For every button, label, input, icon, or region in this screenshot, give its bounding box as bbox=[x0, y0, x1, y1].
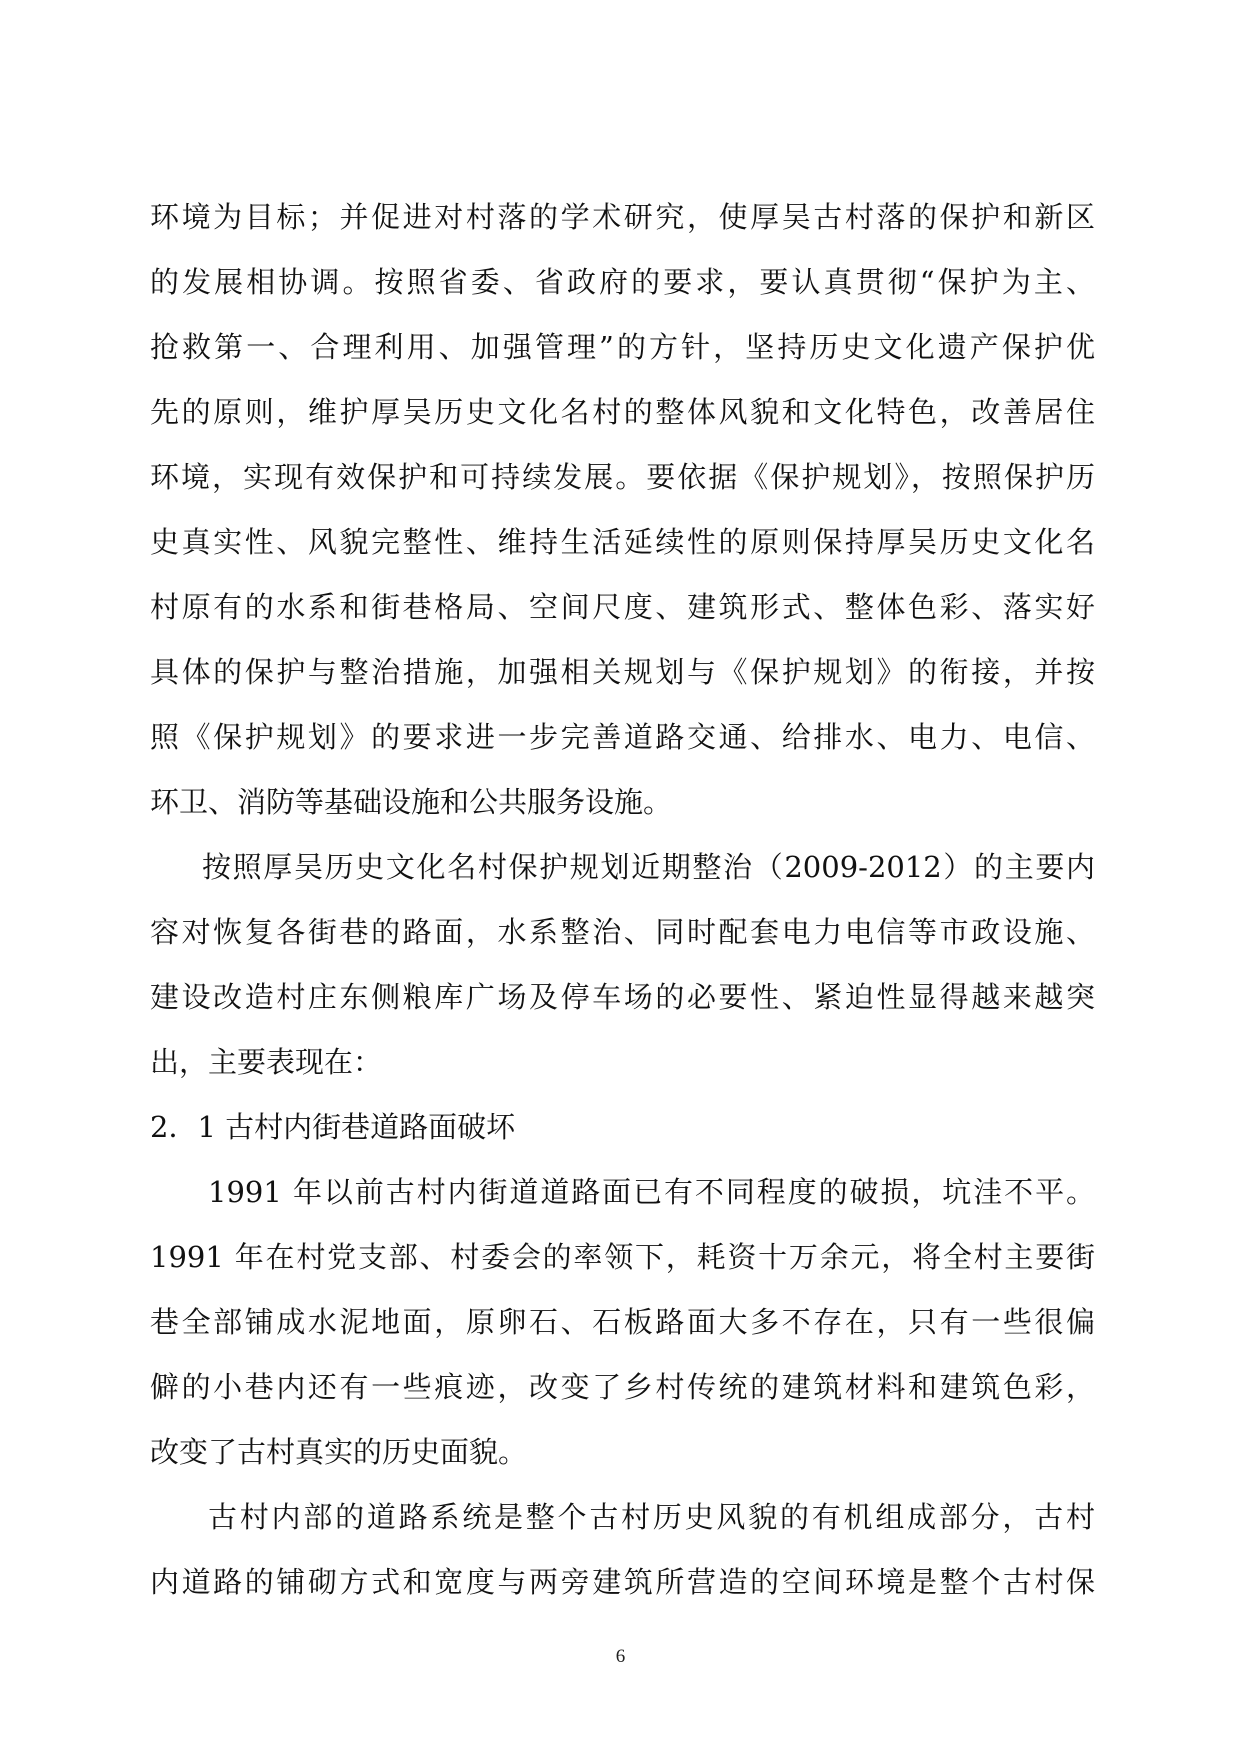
text-line: 巷全部铺成水泥地面，原卵石、石板路面大多不存在，只有一些很偏 bbox=[150, 1305, 1095, 1339]
text-line: 村原有的水系和街巷格局、空间尺度、建筑形式、整体色彩、落实好 bbox=[150, 590, 1095, 624]
text-line: 史真实性、风貌完整性、维持生活延续性的原则保持厚吴历史文化名 bbox=[150, 525, 1095, 559]
paragraph-start-line: 按照厚吴历史文化名村保护规划近期整治（2009-2012）的主要内 bbox=[202, 850, 1095, 884]
text-line: 照《保护规划》的要求进一步完善道路交通、给排水、电力、电信、 bbox=[150, 720, 1095, 754]
text-line: 环境，实现有效保护和可持续发展。要依据《保护规划》，按照保护历 bbox=[150, 460, 1095, 494]
text-line: 的发展相协调。按照省委、省政府的要求，要认真贯彻“保护为主、 bbox=[150, 265, 1095, 299]
text-line: 出，主要表现在： bbox=[150, 1045, 383, 1079]
paragraph-start-line: 1991 年以前古村内街道道路面已有不同程度的破损，坑洼不平。 bbox=[208, 1175, 1095, 1209]
text-line: 容对恢复各街巷的路面，水系整治、同时配套电力电信等市政设施、 bbox=[150, 915, 1095, 949]
text-line: 先的原则，维护厚吴历史文化名村的整体风貌和文化特色，改善居住 bbox=[150, 395, 1095, 429]
text-line: 建设改造村庄东侧粮库广场及停车场的必要性、紧迫性显得越来越突 bbox=[150, 980, 1095, 1014]
text-line: 抢救第一、合理利用、加强管理”的方针，坚持历史文化遗产保护优 bbox=[150, 330, 1095, 364]
text-line: 内道路的铺砌方式和宽度与两旁建筑所营造的空间环境是整个古村保 bbox=[150, 1565, 1095, 1599]
text-line: 僻的小巷内还有一些痕迹，改变了乡村传统的建筑材料和建筑色彩， bbox=[150, 1370, 1095, 1404]
text-line: 环境为目标；并促进对村落的学术研究，使厚吴古村落的保护和新区 bbox=[150, 200, 1095, 234]
paragraph-start-line: 古村内部的道路系统是整个古村历史风貌的有机组成部分，古村 bbox=[208, 1500, 1095, 1534]
text-line: 1991 年在村党支部、村委会的率领下，耗资十万余元，将全村主要街 bbox=[150, 1240, 1095, 1274]
body-text bbox=[150, 185, 1095, 1615]
page-number: 6 bbox=[615, 1646, 626, 1667]
section-heading: 2．1 古村内街巷道路面破坏 bbox=[150, 1110, 516, 1144]
text-line: 环卫、消防等基础设施和公共服务设施。 bbox=[150, 785, 673, 819]
text-line: 具体的保护与整治措施，加强相关规划与《保护规划》的衔接，并按 bbox=[150, 655, 1095, 689]
text-line: 改变了古村真实的历史面貌。 bbox=[150, 1435, 528, 1469]
